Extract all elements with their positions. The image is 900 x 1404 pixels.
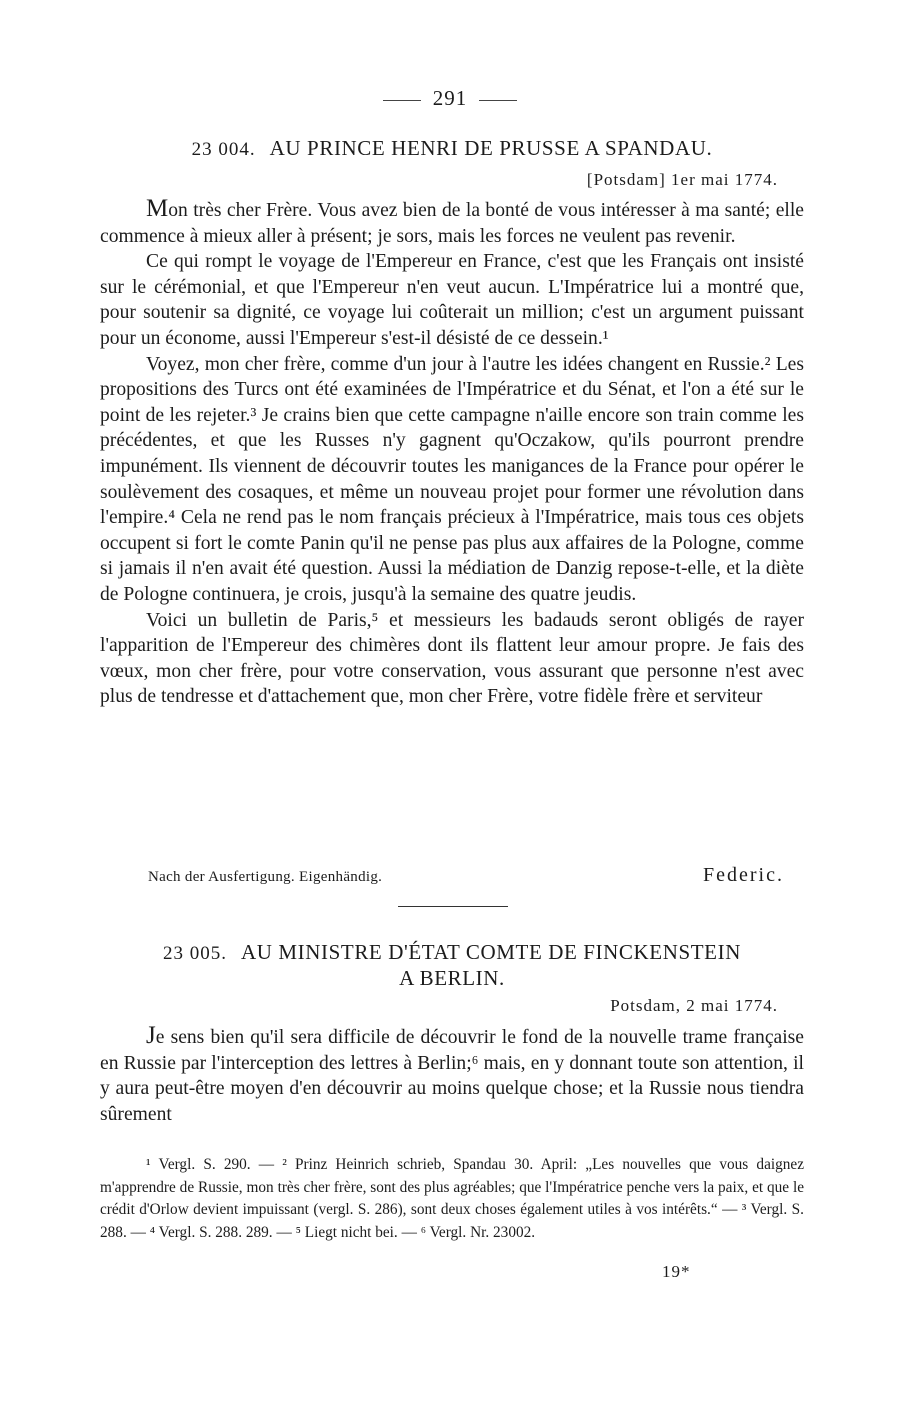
paragraph — [100, 1023, 804, 1127]
header-dash-right — [479, 100, 517, 101]
letter-heading — [100, 136, 804, 162]
letter-title-line2: A BERLIN. — [399, 966, 505, 990]
letter-number: 23 005. — [163, 943, 228, 964]
signature: Federic. — [703, 864, 784, 886]
section-divider — [398, 906, 508, 907]
paragraph: Voici un bulletin de Paris,⁵ et messieurs les badauds seront obligés de rayer l'apparition de l'Empereur des chimères dont ils flattent leur amour propre. Je fais des vœux, mon cher frère, pour votre conservation, vous assurant que personne n'est avec plus de tendresse et d'attachement que, mon cher Frère, votre fidèle frère et serviteur — [100, 609, 804, 708]
running-header — [0, 86, 900, 111]
signature-mark: 19* — [662, 1262, 691, 1281]
letter-body — [100, 196, 804, 710]
paragraph: Ce qui rompt le voyage de l'Empereur en France, c'est que les Français ont insisté sur le cérémonial, et que l'Empereur n'en veut aucun. L'Impératrice lui a montré que, pour soutenir sa dignité, ce voyage lui coûterait un million; c'est un argument puissant pour un économe, aussi l'Empereur s'est-il désisté de ce dessein.¹ — [100, 251, 804, 349]
letter-title: AU PRINCE HENRI DE PRUSSE A SPANDAU. — [269, 136, 713, 160]
letter-number: 23 004. — [191, 139, 256, 160]
letter-body — [100, 1023, 804, 1127]
paragraph: Voyez, mon cher frère, comme d'un jour à l'autre les idées changent en Russie.² Les propositions des Turcs ont été examinées de l'Impératrice et du Sénat, et l'on a été sur le point de les rejeter.³ Je crains bien que cette campagne n'aille encore son train comme les précédentes, et que les Russes n'y gagnent qu'Oczakow, qu'ils pourront prendre impunément. Ils viennent de découvrir toutes les manigances de la France pour opérer le soulèvement des cosaques, et même un nouveau projet pour former une révolution dans l'empire.⁴ Cela ne rend pas le nom français précieux à l'Impératrice, mais tous ces objets occupent si fort le comte Panin qu'il ne pense pas plus aux affaires de la Pologne, comme si jamais il n'en avait été question. Aussi la médiation de Danzig repose-t-elle, et la diète de Pologne continuera, je crois, jusqu'à la semaine des quatre jeudis. — [100, 353, 804, 605]
source-note: Nach der Ausfertigung. Eigenhändig. — [148, 869, 383, 885]
footnotes — [100, 1154, 804, 1244]
dropcap: M — [146, 195, 169, 222]
letter-dateline: [Potsdam] 1er mai 1774. — [586, 170, 778, 189]
letter-heading — [100, 940, 804, 991]
page-number: 291 — [432, 86, 468, 110]
paragraph — [100, 196, 804, 249]
paragraph-text: e sens bien qu'il sera difficile de découvrir le fond de la nouvelle trame française en Russie par l'interception des lettres à Berlin;⁶ mais, en y donnant toute son attention, il y aura peut-être moyen d'en découvrir au moins quelque chose; et la Russie nous tiendra sûrement — [100, 1027, 804, 1125]
dropcap: J — [146, 1022, 156, 1049]
letter-closing — [148, 864, 784, 887]
footnote-text: ¹ Vergl. S. 290. — ² Prinz Heinrich schrieb, Spandau 30. April: „Les nouvelles que vous daignez m'apprendre de Russie, mon très cher frère, sont des plus agréables; que l'Impératrice penche vers la paix, et que le crédit d'Orlow devient impuissant (vergl. S. 286), sont deux choses également utiles à vos intérêts.“ — ³ Vergl. S. 288. — ⁴ Vergl. S. 288. 289. — ⁵ Liegt nicht bei. — ⁶ Vergl. Nr. 23002. — [100, 1156, 804, 1241]
letter-title: AU MINISTRE D'ÉTAT COMTE DE FINCKENSTEIN — [241, 940, 741, 964]
letter-dateline: Potsdam, 2 mai 1774. — [610, 996, 778, 1015]
header-dash-left — [383, 100, 421, 101]
paragraph-text: on très cher Frère. Vous avez bien de la bonté de vous intéresser à ma santé; elle commence à mieux aller à présent; je sors, mais les forces ne veulent pas revenir. — [100, 200, 804, 247]
